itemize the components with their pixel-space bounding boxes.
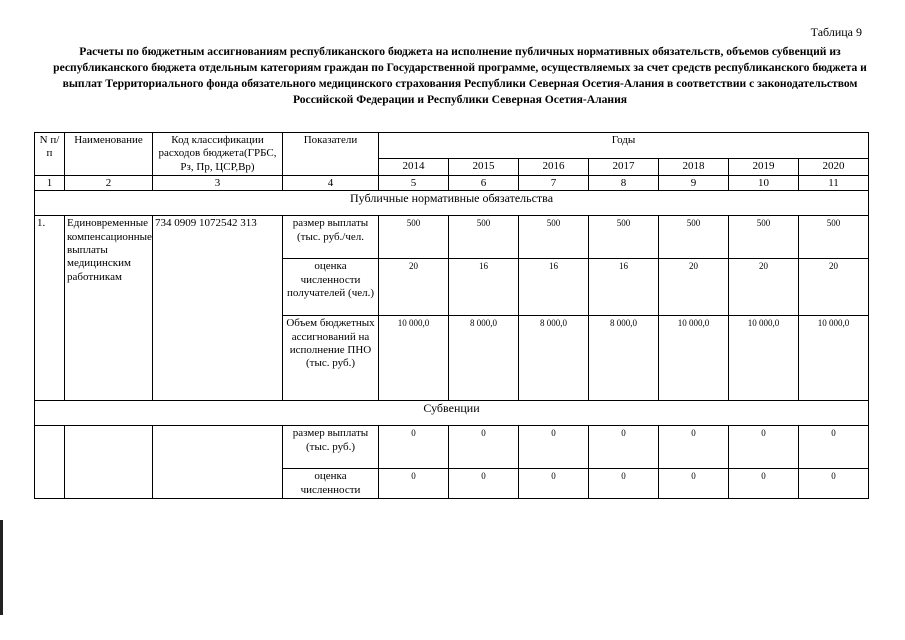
header-indicator: Показатели: [283, 133, 379, 176]
section-row-subventions: [35, 401, 869, 426]
value-cell: 16: [519, 259, 589, 316]
value-cell: 10 000,0: [379, 316, 449, 401]
value-cell: 20: [379, 259, 449, 316]
header-num: N п/п: [35, 133, 65, 176]
row-code: [153, 426, 283, 499]
scan-edge-mark: [0, 520, 3, 615]
row-number: 1.: [35, 216, 65, 401]
budget-table: [34, 132, 869, 499]
table-row: [35, 216, 869, 259]
column-number: 1: [35, 176, 65, 191]
value-cell: 20: [659, 259, 729, 316]
value-cell: 500: [729, 216, 799, 259]
document-heading: Расчеты по бюджетным ассигнованиям республиканского бюджета на исполнение публичных нормативных обязательств, объемов субвенций из республиканского бюджета отдельным категориям граждан по Государственной программе, осуществляемых за счет средств республиканского бюджета и выплат Территориального фонда обязательного медицинского страхования Республики Северная Осетия-Алания в соответствии с законодательством Российской Федерации и Республики Северная Осетия-Алания: [53, 45, 867, 106]
section-title: Публичные нормативные обязательства: [35, 191, 869, 216]
value-cell: 0: [729, 469, 799, 499]
header-years-title: Годы: [379, 133, 869, 159]
row-name: Единовременные компенсационные выплаты медицинским работникам: [65, 216, 153, 401]
indicator-label: оценка численности получателей (чел.): [283, 259, 379, 316]
section-title: Субвенции: [35, 401, 869, 426]
indicator-label: размер выплаты (тыс. руб./чел.: [283, 216, 379, 259]
header-year: 2018: [659, 159, 729, 176]
section-row-pno: [35, 191, 869, 216]
value-cell: 8 000,0: [519, 316, 589, 401]
value-cell: 10 000,0: [659, 316, 729, 401]
header-name: Наименование: [65, 133, 153, 176]
indicator-label: Объем бюджетных ассигнований на исполнение ПНО (тыс. руб.): [283, 316, 379, 401]
value-cell: 0: [519, 469, 589, 499]
value-cell: 500: [589, 216, 659, 259]
row-name: [65, 426, 153, 499]
column-number: 11: [799, 176, 869, 191]
row-number: [35, 426, 65, 499]
value-cell: 0: [379, 469, 449, 499]
value-cell: 0: [589, 469, 659, 499]
value-cell: 0: [659, 426, 729, 469]
header-year: 2017: [589, 159, 659, 176]
header-year: 2015: [449, 159, 519, 176]
column-number: 10: [729, 176, 799, 191]
value-cell: 500: [799, 216, 869, 259]
value-cell: 8 000,0: [449, 316, 519, 401]
header-code: Код классификации расходов бюджета(ГРБС, Рз, Пр, ЦСР,Вр): [153, 133, 283, 176]
column-number: 6: [449, 176, 519, 191]
header-year: 2019: [729, 159, 799, 176]
indicator-label: оценка численности: [283, 469, 379, 499]
value-cell: 500: [449, 216, 519, 259]
column-number: 2: [65, 176, 153, 191]
value-cell: 0: [449, 469, 519, 499]
column-number: 7: [519, 176, 589, 191]
value-cell: 20: [799, 259, 869, 316]
value-cell: 16: [449, 259, 519, 316]
value-cell: 500: [519, 216, 589, 259]
column-numbers-row: [35, 176, 869, 191]
column-number: 9: [659, 176, 729, 191]
column-number: 4: [283, 176, 379, 191]
value-cell: 500: [659, 216, 729, 259]
value-cell: 10 000,0: [729, 316, 799, 401]
value-cell: 10 000,0: [799, 316, 869, 401]
value-cell: 0: [519, 426, 589, 469]
value-cell: 0: [729, 426, 799, 469]
value-cell: 0: [659, 469, 729, 499]
column-number: 5: [379, 176, 449, 191]
value-cell: 0: [589, 426, 659, 469]
value-cell: 8 000,0: [589, 316, 659, 401]
value-cell: 20: [729, 259, 799, 316]
indicator-label: размер выплаты (тыс. руб.): [283, 426, 379, 469]
header-year: 2016: [519, 159, 589, 176]
value-cell: 0: [799, 426, 869, 469]
value-cell: 500: [379, 216, 449, 259]
value-cell: 0: [449, 426, 519, 469]
column-number: 3: [153, 176, 283, 191]
table-row: [35, 426, 869, 469]
value-cell: 16: [589, 259, 659, 316]
value-cell: 0: [799, 469, 869, 499]
header-year: 2020: [799, 159, 869, 176]
table-number-label: Таблица 9: [810, 25, 862, 39]
column-number: 8: [589, 176, 659, 191]
header-year: 2014: [379, 159, 449, 176]
header-row: [35, 133, 869, 159]
value-cell: 0: [379, 426, 449, 469]
row-code: 734 0909 1072542 313: [153, 216, 283, 401]
